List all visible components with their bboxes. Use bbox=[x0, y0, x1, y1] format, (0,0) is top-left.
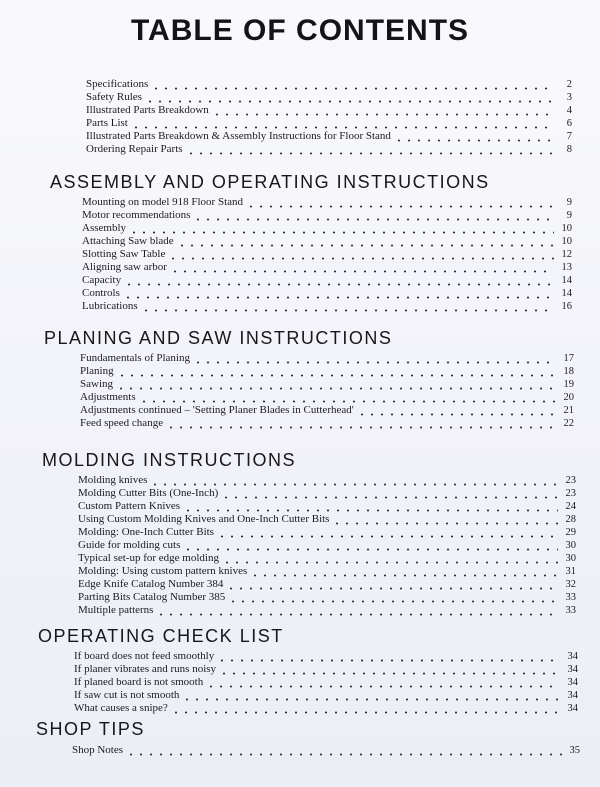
entry-page: 34 bbox=[567, 677, 578, 688]
toc-entry bbox=[86, 91, 572, 104]
dot-leader bbox=[206, 676, 560, 689]
entry-page: 18 bbox=[563, 366, 574, 377]
toc-entry bbox=[86, 104, 572, 117]
toc-entry bbox=[74, 689, 578, 702]
toc-entry bbox=[86, 78, 572, 91]
entry-page: 10 bbox=[561, 223, 572, 234]
dot-leader bbox=[151, 78, 554, 91]
dot-leader bbox=[222, 552, 558, 565]
entry-label: Planing bbox=[80, 365, 114, 377]
entry-page: 22 bbox=[563, 418, 574, 429]
dot-leader bbox=[126, 744, 562, 757]
entry-page: 34 bbox=[567, 690, 578, 701]
dot-leader bbox=[124, 274, 554, 287]
dot-leader bbox=[193, 209, 554, 222]
dot-leader bbox=[168, 248, 554, 261]
entry-label: Adjustments bbox=[80, 391, 136, 403]
dot-leader bbox=[123, 287, 554, 300]
toc-entry bbox=[82, 287, 572, 300]
entry-label: Molding Cutter Bits (One-Inch) bbox=[78, 487, 219, 499]
entry-page: 2 bbox=[566, 79, 572, 90]
entry-page: 14 bbox=[561, 288, 572, 299]
entry-label: Adjustments continued – 'Setting Planer Blades in Cutterhead' bbox=[80, 404, 354, 416]
entry-label: Sawing bbox=[80, 378, 113, 390]
entry-label: Multiple patterns bbox=[78, 604, 154, 616]
dot-leader bbox=[219, 663, 560, 676]
entry-page: 17 bbox=[563, 353, 574, 364]
entry-label: Assembly bbox=[82, 222, 126, 234]
dot-leader bbox=[394, 130, 554, 143]
entry-label: Illustrated Parts Breakdown bbox=[86, 104, 209, 116]
dot-leader bbox=[193, 352, 556, 365]
toc-entry bbox=[72, 744, 580, 757]
entry-page: 29 bbox=[565, 527, 576, 538]
entry-page: 3 bbox=[566, 92, 572, 103]
toc-entry bbox=[78, 487, 576, 500]
toc-entry bbox=[80, 352, 574, 365]
entry-page: 34 bbox=[567, 703, 578, 714]
dot-leader bbox=[166, 417, 556, 430]
toc-entry bbox=[82, 222, 572, 235]
dot-leader bbox=[171, 702, 560, 715]
entry-label: If planed board is not smooth bbox=[74, 676, 204, 688]
entry-label: Motor recommendations bbox=[82, 209, 191, 221]
toc-entry bbox=[78, 578, 576, 591]
dot-leader bbox=[141, 300, 554, 313]
toc-entry bbox=[80, 378, 574, 391]
section-heading-shop-tips: SHOP TIPS bbox=[36, 719, 145, 739]
entry-label: Shop Notes bbox=[72, 744, 124, 756]
dot-leader bbox=[183, 500, 558, 513]
entry-page: 9 bbox=[566, 197, 572, 208]
toc-entry bbox=[82, 209, 572, 222]
toc-entry bbox=[82, 300, 572, 313]
toc-entry bbox=[78, 565, 576, 578]
dot-leader bbox=[212, 104, 554, 117]
entry-page: 28 bbox=[565, 514, 576, 525]
entry-label: If board does not feed smoothly bbox=[74, 650, 215, 662]
dot-leader bbox=[139, 391, 556, 404]
entry-label: Ordering Repair Parts bbox=[86, 143, 183, 155]
entry-page: 34 bbox=[567, 664, 578, 675]
entry-label: Parts List bbox=[86, 117, 128, 129]
dot-leader bbox=[217, 650, 560, 663]
entry-page: 23 bbox=[565, 488, 576, 499]
dot-leader bbox=[186, 143, 554, 156]
toc-entry bbox=[82, 235, 572, 248]
dot-leader bbox=[357, 404, 556, 417]
entry-label: Molding knives bbox=[78, 474, 148, 486]
entry-page: 30 bbox=[565, 540, 576, 551]
toc-entry bbox=[86, 130, 572, 143]
entry-page: 34 bbox=[567, 651, 578, 662]
page-title: TABLE OF CONTENTS bbox=[130, 14, 470, 47]
entry-page: 10 bbox=[561, 236, 572, 247]
entry-label: Illustrated Parts Breakdown & Assembly Instructions for Floor Stand bbox=[86, 130, 391, 142]
entry-page: 30 bbox=[565, 553, 576, 564]
toc-entry bbox=[80, 391, 574, 404]
entry-label: Fundamentals of Planing bbox=[80, 352, 190, 364]
dot-leader bbox=[217, 526, 558, 539]
entry-page: 33 bbox=[565, 605, 576, 616]
toc-entry bbox=[86, 143, 572, 156]
entry-page: 33 bbox=[565, 592, 576, 603]
entry-page: 24 bbox=[565, 501, 576, 512]
toc-entry bbox=[82, 248, 572, 261]
toc-entry bbox=[78, 591, 576, 604]
entry-label: If planer vibrates and runs noisy bbox=[74, 663, 217, 675]
toc-entry bbox=[74, 702, 578, 715]
entry-page: 23 bbox=[565, 475, 576, 486]
entry-label: What causes a snipe? bbox=[74, 702, 168, 714]
section-heading-planing: PLANING AND SAW INSTRUCTIONS bbox=[44, 328, 393, 348]
entry-label: Custom Pattern Knives bbox=[78, 500, 181, 512]
entry-page: 9 bbox=[566, 210, 572, 221]
dot-leader bbox=[221, 487, 558, 500]
entry-page: 19 bbox=[563, 379, 574, 390]
toc-entry bbox=[78, 526, 576, 539]
entry-label: Aligning saw arbor bbox=[82, 261, 167, 273]
entry-page: 8 bbox=[566, 144, 572, 155]
dot-leader bbox=[228, 591, 558, 604]
entry-page: 32 bbox=[565, 579, 576, 590]
dot-leader bbox=[250, 565, 558, 578]
entry-page: 4 bbox=[566, 105, 572, 116]
dot-leader bbox=[131, 117, 554, 130]
section-heading-molding: MOLDING INSTRUCTIONS bbox=[42, 450, 297, 470]
dot-leader bbox=[117, 365, 556, 378]
entry-page: 14 bbox=[561, 275, 572, 286]
entry-page: 6 bbox=[566, 118, 572, 129]
toc-entry bbox=[74, 676, 578, 689]
entry-label: Mounting on model 918 Floor Stand bbox=[82, 196, 244, 208]
entry-page: 13 bbox=[561, 262, 572, 273]
toc-entry bbox=[74, 663, 578, 676]
entry-label: Lubrications bbox=[82, 300, 138, 312]
dot-leader bbox=[226, 578, 558, 591]
entry-label: If saw cut is not smooth bbox=[74, 689, 180, 701]
entry-page: 7 bbox=[566, 131, 572, 142]
dot-leader bbox=[129, 222, 554, 235]
dot-leader bbox=[332, 513, 558, 526]
dot-leader bbox=[150, 474, 558, 487]
entry-label: Edge Knife Catalog Number 384 bbox=[78, 578, 224, 590]
dot-leader bbox=[156, 604, 558, 617]
dot-leader bbox=[170, 261, 554, 274]
entry-page: 21 bbox=[563, 405, 574, 416]
entry-page: 35 bbox=[569, 745, 580, 756]
entry-label: Molding: One-Inch Cutter Bits bbox=[78, 526, 214, 538]
entry-label: Controls bbox=[82, 287, 120, 299]
toc-entry bbox=[78, 500, 576, 513]
entry-label: Molding: Using custom pattern knives bbox=[78, 565, 248, 577]
toc-entry bbox=[80, 404, 574, 417]
entry-label: Specifications bbox=[86, 78, 149, 90]
entry-page: 12 bbox=[561, 249, 572, 260]
entry-page: 16 bbox=[561, 301, 572, 312]
entry-label: Capacity bbox=[82, 274, 122, 286]
section-heading-check-list: OPERATING CHECK LIST bbox=[38, 626, 284, 646]
toc-entry bbox=[78, 474, 576, 487]
section-heading-assembly: ASSEMBLY AND OPERATING INSTRUCTIONS bbox=[50, 172, 490, 192]
toc-entry bbox=[82, 196, 572, 209]
entry-label: Feed speed change bbox=[80, 417, 164, 429]
entry-label: Typical set-up for edge molding bbox=[78, 552, 219, 564]
dot-leader bbox=[246, 196, 554, 209]
toc-entry bbox=[80, 417, 574, 430]
dot-leader bbox=[116, 378, 556, 391]
entry-label: Using Custom Molding Knives and One-Inch Cutter Bits bbox=[78, 513, 330, 525]
toc-entry bbox=[74, 650, 578, 663]
dot-leader bbox=[145, 91, 554, 104]
toc-entry bbox=[78, 604, 576, 617]
entry-label: Attaching Saw blade bbox=[82, 235, 174, 247]
entry-page: 20 bbox=[563, 392, 574, 403]
dot-leader bbox=[183, 539, 558, 552]
dot-leader bbox=[182, 689, 560, 702]
toc-entry bbox=[80, 365, 574, 378]
entry-label: Safety Rules bbox=[86, 91, 142, 103]
entry-label: Parting Bits Catalog Number 385 bbox=[78, 591, 226, 603]
entry-page: 31 bbox=[565, 566, 576, 577]
toc-entry bbox=[86, 117, 572, 130]
entry-label: Guide for molding cuts bbox=[78, 539, 181, 551]
dot-leader bbox=[177, 235, 554, 248]
toc-entry bbox=[78, 539, 576, 552]
toc-entry bbox=[78, 513, 576, 526]
entry-label: Slotting Saw Table bbox=[82, 248, 166, 260]
toc-entry bbox=[82, 274, 572, 287]
toc-entry bbox=[78, 552, 576, 565]
toc-entry bbox=[82, 261, 572, 274]
